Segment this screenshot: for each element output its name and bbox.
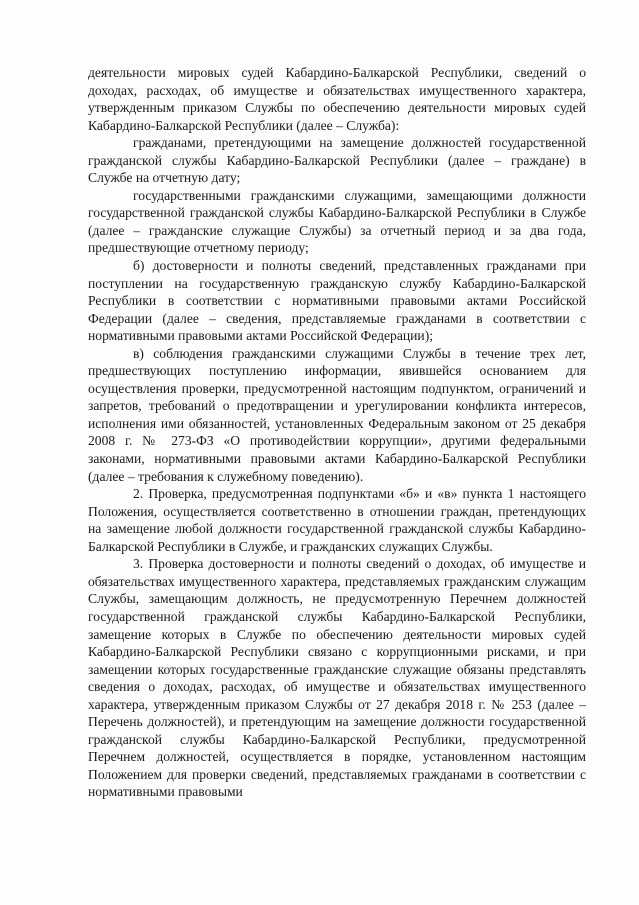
- paragraph-section-3: 3. Проверка достоверности и полноты сведений о доходах, об имуществе и обязательствах имущественного характера, представляемых гражданским служащим Службы, замещающим должность, не предусмотренную Перечнем должностей государственной гражданской службы Кабардино-Балкарской Республики, замещение которых в Службе по обеспечению деятельности мировых судей Кабардино-Балкарской Республики связано с коррупционными рисками, и при замещении которых государственные гражданские служащие обязаны представлять сведения о доходах, расходах, об имуществе и обязательствах имущественного характера, утвержденным приказом Службы от 27 декабря 2018 г. № 253 (далее – Перечень должностей), и претендующим на замещение должности государственной гражданской службы Кабардино-Балкарской Республики, предусмотренной Перечнем должностей, осуществляется в порядке, установленном настоящим Положением для проверки сведений, представляемых гражданами в соответствии с нормативными правовыми: [88, 556, 586, 800]
- document-body: [88, 64, 586, 801]
- paragraph-item-v: в) соблюдения гражданскими служащими Службы в течение трех лет, предшествующих поступлению информации, явившейся основанием для осуществления проверки, предусмотренной настоящим подпунктом, ограничений и запретов, требований о предотвращении и урегулировании конфликта интересов, исполнения ими обязанностей, установленных Федеральным законом от 25 декабря 2008 г. № 273-ФЗ «О противодействии коррупции», другими федеральными законами, нормативными правовыми актами Кабардино-Балкарской Республики (далее – требования к служебному поведению).: [88, 345, 586, 484]
- paragraph-civil-servants: государственными гражданскими служащими, замещающими должности государственной гражданской службы Кабардино-Балкарской Республики в Службе (далее – гражданские служащие Службы) за отчетный период и за два года, предшествующие отчетному периоду;: [88, 187, 586, 256]
- paragraph-citizens: гражданами, претендующими на замещение должностей государственной гражданской службы Кабардино-Балкарской Республики (далее – граждане) в Службе на отчетную дату;: [88, 135, 586, 186]
- paragraph-item-b: б) достоверности и полноты сведений, представленных гражданами при поступлении на государственную гражданскую службу Кабардино-Балкарской Республики в соответствии с нормативными правовыми актами Российской Федерации (далее – сведения, представляемые гражданами в соответствии с нормативными правовыми актами Российской Федерации);: [88, 258, 586, 344]
- paragraph-intro: деятельности мировых судей Кабардино-Балкарской Республики, сведений о доходах, расходах, об имуществе и обязательствах имущественного характера, утвержденным приказом Службы по обеспечению деятельности мировых судей Кабардино-Балкарской Республики (далее – Служба):: [88, 65, 586, 133]
- paragraph-section-2: 2. Проверка, предусмотренная подпунктами «б» и «в» пункта 1 настоящего Положения, осуществляется соответственно в отношении граждан, претендующих на замещение любой должности государственной гражданской службы Кабардино-Балкарской Республики в Службе, и гражданских служащих Службы.: [88, 486, 586, 554]
